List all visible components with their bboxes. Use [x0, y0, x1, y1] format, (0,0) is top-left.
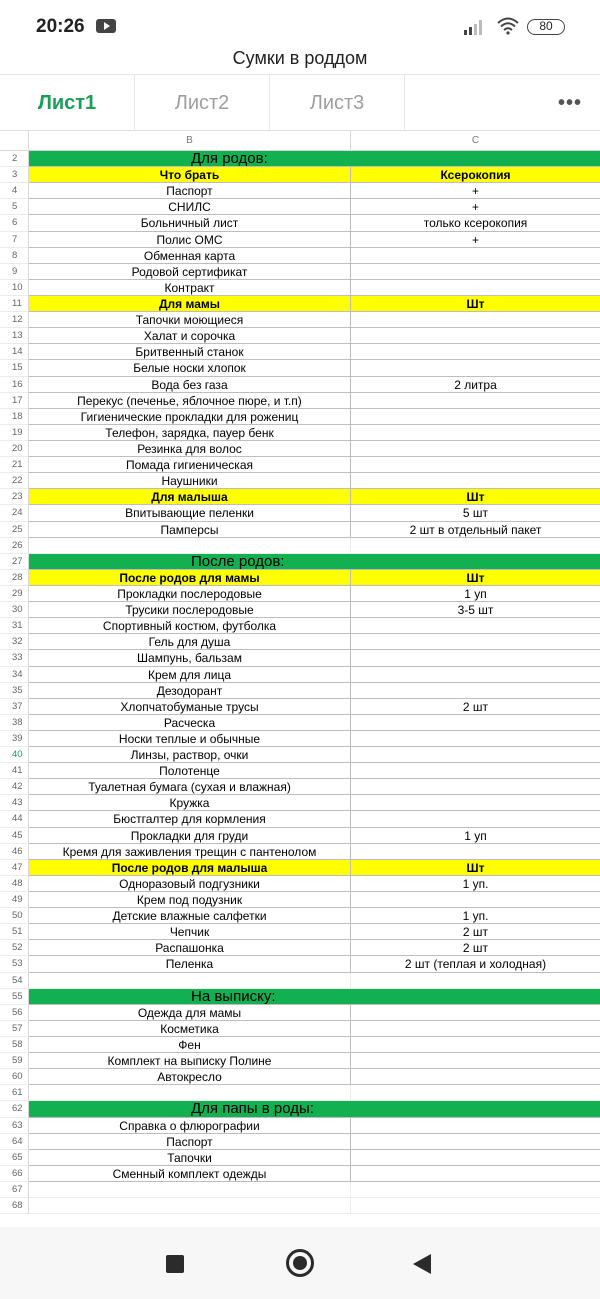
cell-c[interactable]: 1 уп — [351, 586, 600, 602]
cell-b[interactable]: После родов для малыша — [29, 860, 351, 876]
row-number[interactable]: 56 — [0, 1005, 29, 1021]
row-number[interactable]: 19 — [0, 425, 29, 441]
cell-c[interactable]: только ксерокопия — [351, 215, 600, 231]
row-number[interactable]: 8 — [0, 248, 29, 264]
table-row — [0, 1182, 600, 1198]
row-number[interactable]: 11 — [0, 296, 29, 312]
row-number[interactable]: 40 — [0, 747, 29, 763]
row-number[interactable]: 46 — [0, 844, 29, 860]
cell-c[interactable] — [351, 1037, 600, 1053]
cell-b[interactable]: Для родов: — [29, 151, 351, 167]
header-row — [0, 167, 600, 183]
table-row — [0, 1053, 600, 1069]
cell-b[interactable]: На выписку: — [29, 989, 351, 1005]
row-number[interactable]: 52 — [0, 940, 29, 956]
select-all-corner[interactable] — [0, 131, 29, 151]
cell-b[interactable]: Гель для душа — [29, 634, 351, 650]
table-row — [0, 393, 600, 409]
cell-b[interactable]: Распашонка — [29, 940, 351, 956]
cell-c[interactable]: + — [351, 232, 600, 248]
table-row — [0, 232, 600, 248]
table-row — [0, 731, 600, 747]
cell-c[interactable] — [351, 618, 600, 634]
cell-b[interactable]: Хлопчатобуманые трусы — [29, 699, 351, 715]
cell-b[interactable]: Тапочки моющиеся — [29, 312, 351, 328]
cell-b[interactable]: Детские влажные салфетки — [29, 908, 351, 924]
row-number[interactable]: 3 — [0, 167, 29, 183]
cell-b[interactable]: Одноразовый подгузники — [29, 876, 351, 892]
table-row — [0, 892, 600, 908]
cell-b[interactable]: Впитывающие пеленки — [29, 505, 351, 521]
row-number[interactable]: 54 — [0, 973, 29, 989]
cell-c[interactable] — [351, 312, 600, 328]
cell-b[interactable]: Что брать — [29, 167, 351, 183]
cell-c[interactable] — [351, 795, 600, 811]
cell-c[interactable] — [351, 248, 600, 264]
cell-c[interactable] — [351, 360, 600, 376]
row-number[interactable]: 57 — [0, 1021, 29, 1037]
cell-b[interactable]: Автокресло — [29, 1069, 351, 1085]
cell-c[interactable]: Ксерокопия — [351, 167, 600, 183]
cell-c[interactable] — [351, 811, 600, 827]
cell-c[interactable] — [351, 441, 600, 457]
table-row — [0, 667, 600, 683]
cell-c[interactable] — [351, 280, 600, 296]
table-row — [0, 425, 600, 441]
cell-c[interactable]: + — [351, 183, 600, 199]
row-number[interactable]: 14 — [0, 344, 29, 360]
cell-c[interactable] — [351, 973, 600, 989]
table-row — [0, 1134, 600, 1150]
row-number[interactable]: 18 — [0, 409, 29, 425]
cell-c[interactable] — [351, 763, 600, 779]
column-header-c[interactable]: C — [471, 135, 480, 146]
table-row — [0, 634, 600, 650]
row-number[interactable]: 12 — [0, 312, 29, 328]
cell-c[interactable] — [351, 1182, 600, 1198]
table-row — [0, 328, 600, 344]
cell-c[interactable]: Шт — [351, 296, 600, 312]
cell-c[interactable]: Шт — [351, 570, 600, 586]
section-row — [0, 554, 600, 570]
cell-b[interactable]: Спортивный костюм, футболка — [29, 618, 351, 634]
cell-b[interactable]: Для малыша — [29, 489, 351, 505]
cell-b[interactable]: Бритвенный станок — [29, 344, 351, 360]
cell-b[interactable]: Памперсы — [29, 522, 351, 538]
cell-c[interactable]: 2 шт (теплая и холодная) — [351, 956, 600, 972]
row-number[interactable]: 62 — [0, 1101, 29, 1117]
row-number[interactable]: 39 — [0, 731, 29, 747]
cell-b[interactable]: Чепчик — [29, 924, 351, 940]
more-options-icon[interactable]: ••• — [557, 92, 582, 114]
tab-sheet2[interactable]: Лист2 — [135, 75, 270, 131]
table-row — [0, 1069, 600, 1085]
row-number[interactable]: 38 — [0, 715, 29, 731]
cell-b[interactable]: Для мамы — [29, 296, 351, 312]
row-number[interactable]: 5 — [0, 199, 29, 215]
cell-b[interactable]: Халат и сорочка — [29, 328, 351, 344]
table-row — [0, 1037, 600, 1053]
table-row — [0, 457, 600, 473]
row-number[interactable]: 22 — [0, 473, 29, 489]
status-time: 20:26 — [36, 16, 85, 37]
row-number[interactable]: 20 — [0, 441, 29, 457]
row-number[interactable]: 30 — [0, 602, 29, 618]
row-number[interactable]: 28 — [0, 570, 29, 586]
row-number[interactable]: 4 — [0, 183, 29, 199]
cell-c[interactable]: 5 шт — [351, 505, 600, 521]
table-row — [0, 215, 600, 231]
row-number[interactable]: 55 — [0, 989, 29, 1005]
sheet-tabs — [0, 74, 600, 131]
row-number[interactable]: 51 — [0, 924, 29, 940]
row-number[interactable]: 37 — [0, 699, 29, 715]
cell-c[interactable] — [351, 1150, 600, 1166]
cell-c[interactable]: Шт — [351, 489, 600, 505]
row-number[interactable]: 24 — [0, 505, 29, 521]
cell-b[interactable]: Наушники — [29, 473, 351, 489]
row-number[interactable]: 41 — [0, 763, 29, 779]
cell-c[interactable] — [351, 538, 600, 554]
row-number[interactable]: 25 — [0, 522, 29, 538]
cell-c[interactable]: 1 уп. — [351, 876, 600, 892]
row-number[interactable]: 42 — [0, 779, 29, 795]
table-row — [0, 441, 600, 457]
table-row — [0, 908, 600, 924]
cell-b[interactable]: Линзы, раствор, очки — [29, 747, 351, 763]
cell-c[interactable]: 1 уп — [351, 828, 600, 844]
cell-b[interactable] — [29, 973, 351, 989]
row-number[interactable]: 50 — [0, 908, 29, 924]
table-row — [0, 747, 600, 763]
table-row — [0, 538, 600, 554]
cell-b[interactable]: Паспорт — [29, 1134, 351, 1150]
cell-b[interactable]: Расческа — [29, 715, 351, 731]
table-row — [0, 763, 600, 779]
cell-c[interactable] — [351, 1069, 600, 1085]
table-row — [0, 280, 600, 296]
cell-c[interactable] — [351, 425, 600, 441]
cell-b[interactable]: Полис ОМС — [29, 232, 351, 248]
wifi-icon — [497, 17, 519, 35]
cell-c[interactable]: Шт — [351, 860, 600, 876]
cell-c[interactable] — [351, 683, 600, 699]
table-row — [0, 199, 600, 215]
row-number[interactable]: 9 — [0, 264, 29, 280]
cell-c[interactable] — [351, 634, 600, 650]
tab-spacer — [405, 75, 540, 130]
battery-icon: 80 — [527, 19, 565, 35]
table-row — [0, 924, 600, 940]
row-number[interactable]: 26 — [0, 538, 29, 554]
row-number[interactable]: 13 — [0, 328, 29, 344]
section-row — [0, 1101, 600, 1117]
cell-c[interactable] — [351, 409, 600, 425]
table-row — [0, 828, 600, 844]
cell-b[interactable] — [29, 1085, 351, 1101]
section-row — [0, 989, 600, 1005]
cell-b[interactable]: Шампунь, бальзам — [29, 650, 351, 666]
cell-b[interactable]: После родов для мамы — [29, 570, 351, 586]
cell-b[interactable] — [29, 538, 351, 554]
row-number[interactable]: 10 — [0, 280, 29, 296]
row-number[interactable]: 53 — [0, 956, 29, 972]
table-row — [0, 602, 600, 618]
cell-b[interactable]: Вода без газа — [29, 377, 351, 393]
cell-b[interactable] — [29, 1198, 351, 1214]
row-number[interactable]: 33 — [0, 650, 29, 666]
cell-b[interactable]: Телефон, зарядка, пауер бенк — [29, 425, 351, 441]
cell-c[interactable] — [351, 779, 600, 795]
cell-b[interactable]: Паспорт — [29, 183, 351, 199]
cell-b[interactable]: Кремя для заживления трещин с пантенолом — [29, 844, 351, 860]
cell-b[interactable]: СНИЛС — [29, 199, 351, 215]
table-row — [0, 1021, 600, 1037]
row-number[interactable]: 61 — [0, 1085, 29, 1101]
table-row — [0, 795, 600, 811]
cell-c[interactable] — [351, 747, 600, 763]
row-number[interactable]: 29 — [0, 586, 29, 602]
signal-icon — [464, 19, 486, 35]
table-row — [0, 1118, 600, 1134]
row-number[interactable]: 59 — [0, 1053, 29, 1069]
row-number[interactable]: 34 — [0, 667, 29, 683]
status-bar — [0, 0, 600, 48]
table-row — [0, 618, 600, 634]
cell-c[interactable] — [351, 1021, 600, 1037]
tab-sheet1[interactable]: Лист1 — [0, 75, 135, 131]
document-title: Сумки в роддом — [232, 48, 368, 68]
row-number[interactable]: 65 — [0, 1150, 29, 1166]
table-row — [0, 699, 600, 715]
row-number[interactable]: 67 — [0, 1182, 29, 1198]
table-row — [0, 522, 600, 538]
row-number[interactable]: 17 — [0, 393, 29, 409]
table-row — [0, 779, 600, 795]
table-row — [0, 586, 600, 602]
cell-b[interactable]: Комплект на выписку Полине — [29, 1053, 351, 1069]
cell-c[interactable] — [351, 650, 600, 666]
cell-b[interactable]: Перекус (печенье, яблочное пюре, и т.п) — [29, 393, 351, 409]
row-number[interactable]: 64 — [0, 1134, 29, 1150]
android-nav-bar — [0, 1227, 600, 1299]
cell-c[interactable] — [351, 1166, 600, 1182]
header-row — [0, 296, 600, 312]
cell-c[interactable] — [351, 1198, 600, 1214]
row-number[interactable]: 58 — [0, 1037, 29, 1053]
back-icon[interactable] — [413, 1254, 431, 1274]
youtube-icon — [96, 19, 116, 33]
tab-sheet3[interactable]: Лист3 — [270, 75, 405, 131]
cell-c[interactable] — [351, 667, 600, 683]
row-number[interactable]: 23 — [0, 489, 29, 505]
cell-b[interactable]: Одежда для мамы — [29, 1005, 351, 1021]
row-number[interactable]: 43 — [0, 795, 29, 811]
row-number[interactable]: 45 — [0, 828, 29, 844]
row-number[interactable]: 63 — [0, 1118, 29, 1134]
table-row — [0, 377, 600, 393]
cell-c[interactable] — [351, 264, 600, 280]
table-row — [0, 312, 600, 328]
cell-b[interactable]: Трусики послеродовые — [29, 602, 351, 618]
cell-c[interactable] — [351, 554, 600, 570]
table-row — [0, 505, 600, 521]
table-row — [0, 715, 600, 731]
cell-b[interactable]: После родов: — [29, 554, 351, 570]
cell-b[interactable]: Пеленка — [29, 956, 351, 972]
table-row — [0, 248, 600, 264]
cell-c[interactable]: + — [351, 199, 600, 215]
cell-c[interactable] — [351, 344, 600, 360]
cell-c[interactable]: 2 шт — [351, 940, 600, 956]
cell-c[interactable] — [351, 457, 600, 473]
cell-b[interactable]: Фен — [29, 1037, 351, 1053]
header-row — [0, 489, 600, 505]
table-row — [0, 344, 600, 360]
row-number[interactable]: 35 — [0, 683, 29, 699]
column-header-b[interactable]: B — [29, 131, 351, 151]
cell-c[interactable] — [351, 328, 600, 344]
row-number[interactable]: 47 — [0, 860, 29, 876]
table-row — [0, 973, 600, 989]
cell-c[interactable]: 1 уп. — [351, 908, 600, 924]
row-number[interactable]: 15 — [0, 360, 29, 376]
cell-b[interactable]: Гигиенические прокладки для рожениц — [29, 409, 351, 425]
table-row — [0, 1085, 600, 1101]
cell-b[interactable]: Туалетная бумага (сухая и влажная) — [29, 779, 351, 795]
row-number[interactable]: 31 — [0, 618, 29, 634]
cell-b[interactable]: Сменный комплект одежды — [29, 1166, 351, 1182]
cell-c[interactable] — [351, 731, 600, 747]
cell-c[interactable] — [351, 1134, 600, 1150]
cell-c[interactable] — [351, 989, 600, 1005]
table-row — [0, 956, 600, 972]
table-row — [0, 940, 600, 956]
table-row — [0, 1166, 600, 1182]
row-number[interactable]: 6 — [0, 215, 29, 231]
cell-b[interactable]: Полотенце — [29, 763, 351, 779]
cell-c[interactable] — [351, 1118, 600, 1134]
row-number[interactable]: 7 — [0, 232, 29, 248]
cell-b[interactable]: Тапочки — [29, 1150, 351, 1166]
recent-apps-icon[interactable] — [166, 1255, 184, 1273]
row-number[interactable]: 60 — [0, 1069, 29, 1085]
table-row — [0, 1005, 600, 1021]
row-number[interactable]: 44 — [0, 811, 29, 827]
cell-c[interactable] — [351, 1085, 600, 1101]
cell-b[interactable]: Больничный лист — [29, 215, 351, 231]
cell-c[interactable] — [351, 151, 600, 167]
cell-c[interactable]: 2 шт — [351, 699, 600, 715]
row-number[interactable]: 21 — [0, 457, 29, 473]
row-number[interactable]: 48 — [0, 876, 29, 892]
table-row — [0, 650, 600, 666]
table-row — [0, 473, 600, 489]
table-row — [0, 1198, 600, 1214]
table-row — [0, 360, 600, 376]
cell-b[interactable]: Справка о флюрографии — [29, 1118, 351, 1134]
cell-c[interactable] — [351, 892, 600, 908]
section-row — [0, 151, 600, 167]
cell-c[interactable]: 2 шт — [351, 924, 600, 940]
home-icon[interactable] — [286, 1249, 314, 1277]
row-number[interactable]: 66 — [0, 1166, 29, 1182]
cell-c[interactable] — [351, 1101, 600, 1117]
header-row — [0, 570, 600, 586]
cell-b[interactable]: Носки теплые и обычные — [29, 731, 351, 747]
cell-b[interactable]: Контракт — [29, 280, 351, 296]
cell-c[interactable] — [351, 1005, 600, 1021]
table-row — [0, 844, 600, 860]
cell-c[interactable] — [351, 715, 600, 731]
cell-b[interactable] — [29, 1182, 351, 1198]
cell-b[interactable]: Кружка — [29, 795, 351, 811]
row-number[interactable]: 68 — [0, 1198, 29, 1214]
cell-c[interactable]: 3-5 шт — [351, 602, 600, 618]
cell-c[interactable] — [351, 844, 600, 860]
cell-c[interactable]: 2 литра — [351, 377, 600, 393]
cell-b[interactable]: Для папы в роды: — [29, 1101, 351, 1117]
cell-b[interactable]: Обменная карта — [29, 248, 351, 264]
table-row — [0, 683, 600, 699]
header-row — [0, 860, 600, 876]
cell-b[interactable]: Прокладки для груди — [29, 828, 351, 844]
spreadsheet-grid — [0, 151, 600, 1227]
cell-c[interactable]: 2 шт в отдельный пакет — [351, 522, 600, 538]
table-row — [0, 811, 600, 827]
column-header-bar — [0, 131, 600, 151]
cell-c[interactable] — [351, 473, 600, 489]
table-row — [0, 876, 600, 892]
cell-b[interactable]: Белые носки хлопок — [29, 360, 351, 376]
table-row — [0, 1150, 600, 1166]
cell-b[interactable]: Косметика — [29, 1021, 351, 1037]
cell-b[interactable]: Бюстгалтер для кормления — [29, 811, 351, 827]
row-number[interactable]: 2 — [0, 151, 29, 167]
cell-b[interactable]: Резинка для волос — [29, 441, 351, 457]
cell-c[interactable] — [351, 1053, 600, 1069]
table-row — [0, 409, 600, 425]
cell-b[interactable]: Дезодорант — [29, 683, 351, 699]
cell-b[interactable]: Родовой сертификат — [29, 264, 351, 280]
row-number[interactable]: 49 — [0, 892, 29, 908]
cell-c[interactable] — [351, 393, 600, 409]
row-number[interactable]: 16 — [0, 377, 29, 393]
cell-b[interactable]: Помада гигиеническая — [29, 457, 351, 473]
row-number[interactable]: 32 — [0, 634, 29, 650]
cell-b[interactable]: Крем под подузник — [29, 892, 351, 908]
cell-b[interactable]: Крем для лица — [29, 667, 351, 683]
cell-b[interactable]: Прокладки послеродовые — [29, 586, 351, 602]
row-number[interactable]: 27 — [0, 554, 29, 570]
table-row — [0, 264, 600, 280]
table-row — [0, 183, 600, 199]
